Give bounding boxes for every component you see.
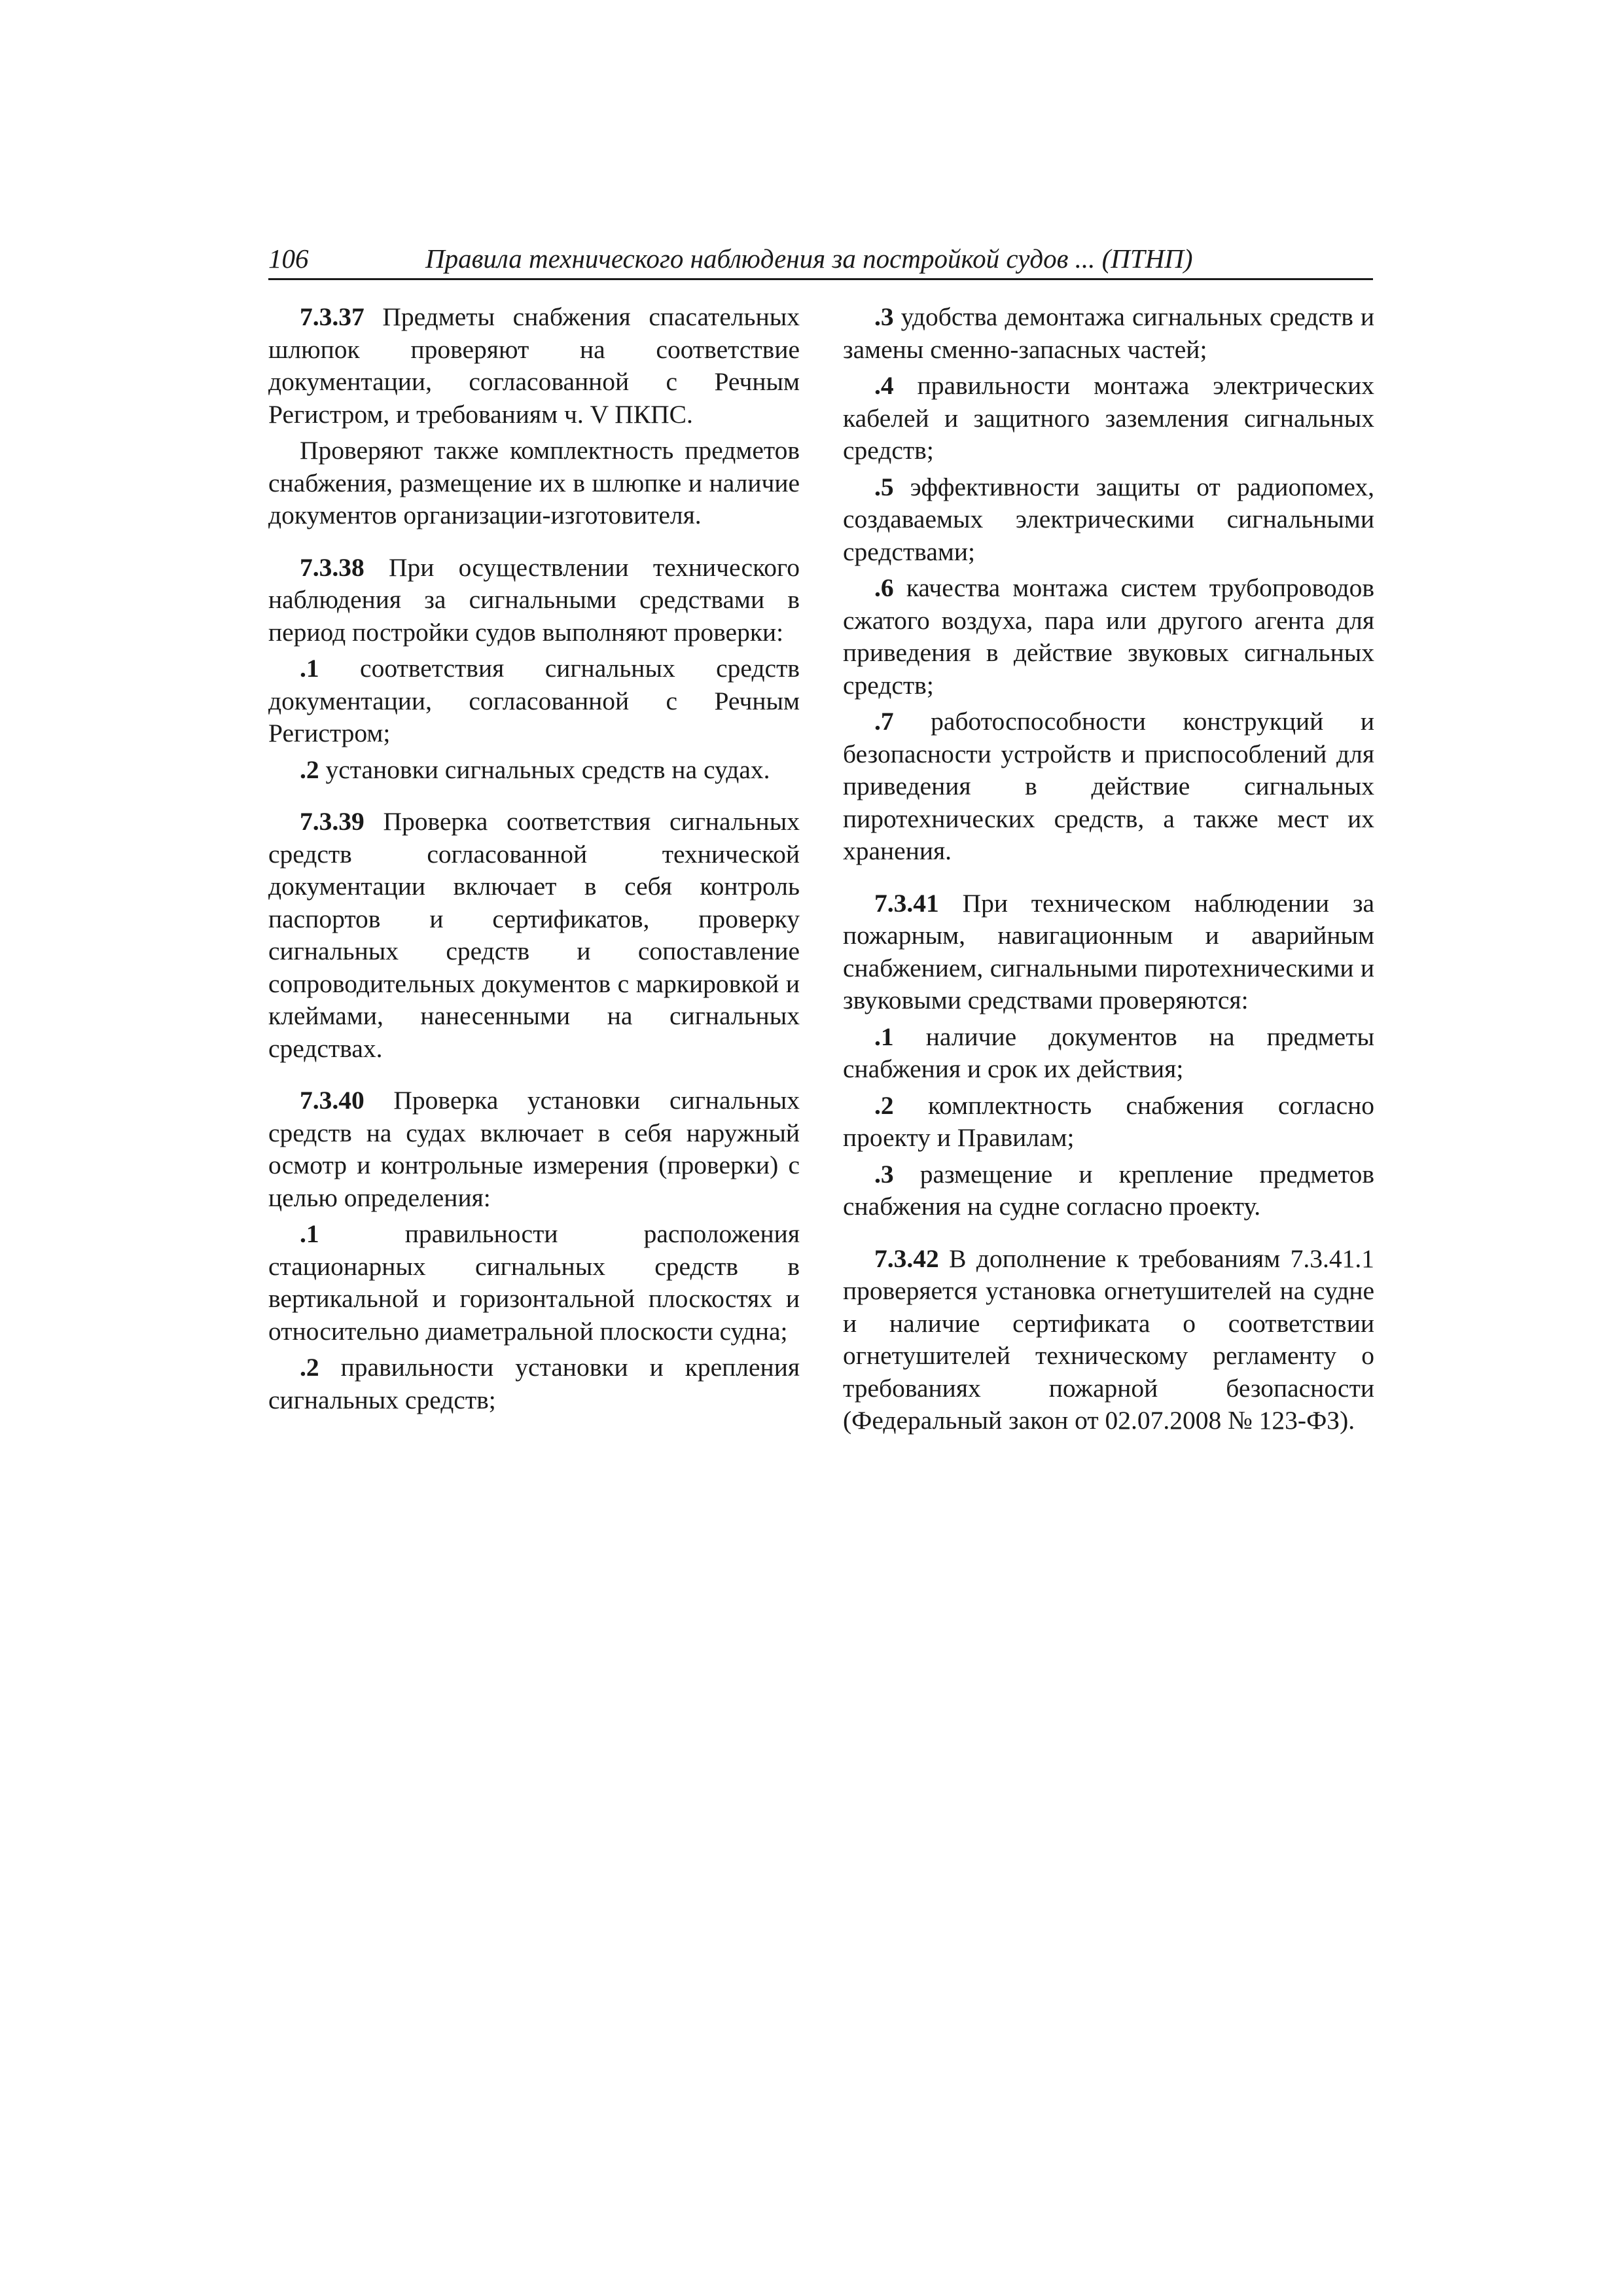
item-number: .3: [874, 302, 894, 331]
clause-text: Проверка соответствия сигнальных средств согласованной технической документации включает в себя контроль паспортов и сертификатов, проверку сигнальных средств и сопоставление сопроводительных документов с маркировкой и клеймами, нанесенными на сигнальных средствах.: [268, 807, 800, 1063]
clause-number: 7.3.37: [300, 302, 365, 331]
clause-text: При техническом наблюдении за пожарным, навигационным и аварийным снабжением, сигнальными пиротехническими и звуковыми средствами проверяются:: [843, 888, 1374, 1014]
item-7-3-40-6: [843, 572, 1374, 702]
item-number: .2: [300, 1353, 319, 1382]
item-text: эффективности защиты от радиопомех, создаваемых электрическими сигнальными средствами;: [843, 472, 1374, 566]
clause-number: 7.3.38: [300, 552, 365, 582]
item-text: установки сигнальных средств на судах.: [319, 755, 770, 784]
item-text: качества монтажа систем трубопроводов сжатого воздуха, пара или другого агента для приведения в действие звуковых сигнальных средств;: [843, 573, 1374, 700]
item-text: правильности монтажа электрических кабелей и защитного заземления сигнальных средств;: [843, 371, 1374, 465]
item-number: .4: [874, 371, 894, 400]
clause-number: 7.3.42: [874, 1244, 939, 1273]
item-number: .2: [300, 755, 319, 784]
item-text: удобства демонтажа сигнальных средств и замены сменно-запасных частей;: [843, 302, 1374, 364]
item-7-3-38-1: [268, 653, 800, 750]
paragraph-7-3-42: [843, 1243, 1374, 1437]
item-7-3-41-2: [843, 1090, 1374, 1155]
page-number: 106: [268, 243, 309, 274]
item-7-3-40-2: [268, 1352, 800, 1416]
paragraph-7-3-37-cont: [268, 435, 800, 532]
page-header: [268, 239, 1373, 280]
item-number: .3: [874, 1159, 894, 1189]
item-number: .1: [300, 654, 319, 683]
item-7-3-40-5: [843, 471, 1374, 569]
clause-text: Проверка установки сигнальных средств на судах включает в себя наружный осмотр и контрольные измерения (проверки) с целью определения:: [268, 1086, 800, 1212]
item-text: работоспособности конструкций и безопасности устройств и приспособлений для приведения в действие сигнальных пиротехнических средств, а также мест их хранения.: [843, 707, 1374, 865]
clause-text: В дополнение к требованиям 7.3.41.1 проверяется установка огнетушителей на судне и наличие сертификата о соответствии огнетушителей техническому регламенту о требованиях пожарной безопасности (Федеральный закон от 02.07.2008 № 123-ФЗ).: [843, 1244, 1374, 1435]
paragraph-7-3-37: [268, 301, 800, 431]
clause-text: При осуществлении технического наблюдения за сигнальными средствами в период постройки судов выполняют проверки:: [268, 552, 800, 647]
clause-number: 7.3.41: [874, 888, 939, 918]
item-text: наличие документов на предметы снабжения и срок их действия;: [843, 1022, 1374, 1083]
left-column: [268, 301, 800, 1416]
paragraph-7-3-40: [268, 1085, 800, 1214]
paragraph-7-3-41: [843, 888, 1374, 1017]
paragraph-7-3-39: [268, 806, 800, 1065]
item-number: .5: [874, 472, 894, 501]
item-7-3-40-1: [268, 1218, 800, 1348]
clause-text: Проверяют также комплектность предметов снабжения, размещение их в шлюпке и наличие документов организации-изготовителя.: [268, 436, 800, 529]
clause-number: 7.3.39: [300, 807, 365, 836]
paragraph-7-3-38: [268, 552, 800, 649]
item-text: размещение и крепление предметов снабжения на судне согласно проекту.: [843, 1159, 1374, 1221]
running-title: Правила технического наблюдения за постройкой судов ... (ПТНП): [425, 243, 1193, 274]
item-7-3-40-4: [843, 370, 1374, 467]
item-number: .1: [300, 1219, 319, 1248]
item-text: правильности расположения стационарных сигнальных средств в вертикальной и горизонтальной плоскостях и относительно диаметральной плоскости судна;: [268, 1219, 800, 1346]
item-7-3-41-3: [843, 1158, 1374, 1223]
item-number: .1: [874, 1022, 894, 1051]
item-7-3-41-1: [843, 1021, 1374, 1086]
clause-number: 7.3.40: [300, 1086, 365, 1115]
item-text: соответствия сигнальных средств документации, согласованной с Речным Регистром;: [268, 654, 800, 747]
item-number: .7: [874, 707, 894, 736]
item-number: .6: [874, 573, 894, 602]
item-7-3-40-3: [843, 301, 1374, 366]
item-text: комплектность снабжения согласно проекту и Правилам;: [843, 1090, 1374, 1152]
item-number: .2: [874, 1090, 894, 1120]
clause-text: Предметы снабжения спасательных шлюпок проверяют на соответствие документации, согласованной с Речным Регистром, и требованиям ч. V ПКПС.: [268, 302, 800, 429]
right-column: [843, 301, 1374, 1437]
item-7-3-38-2: [268, 754, 800, 787]
item-text: правильности установки и крепления сигнальных средств;: [268, 1353, 800, 1414]
item-7-3-40-7: [843, 706, 1374, 868]
